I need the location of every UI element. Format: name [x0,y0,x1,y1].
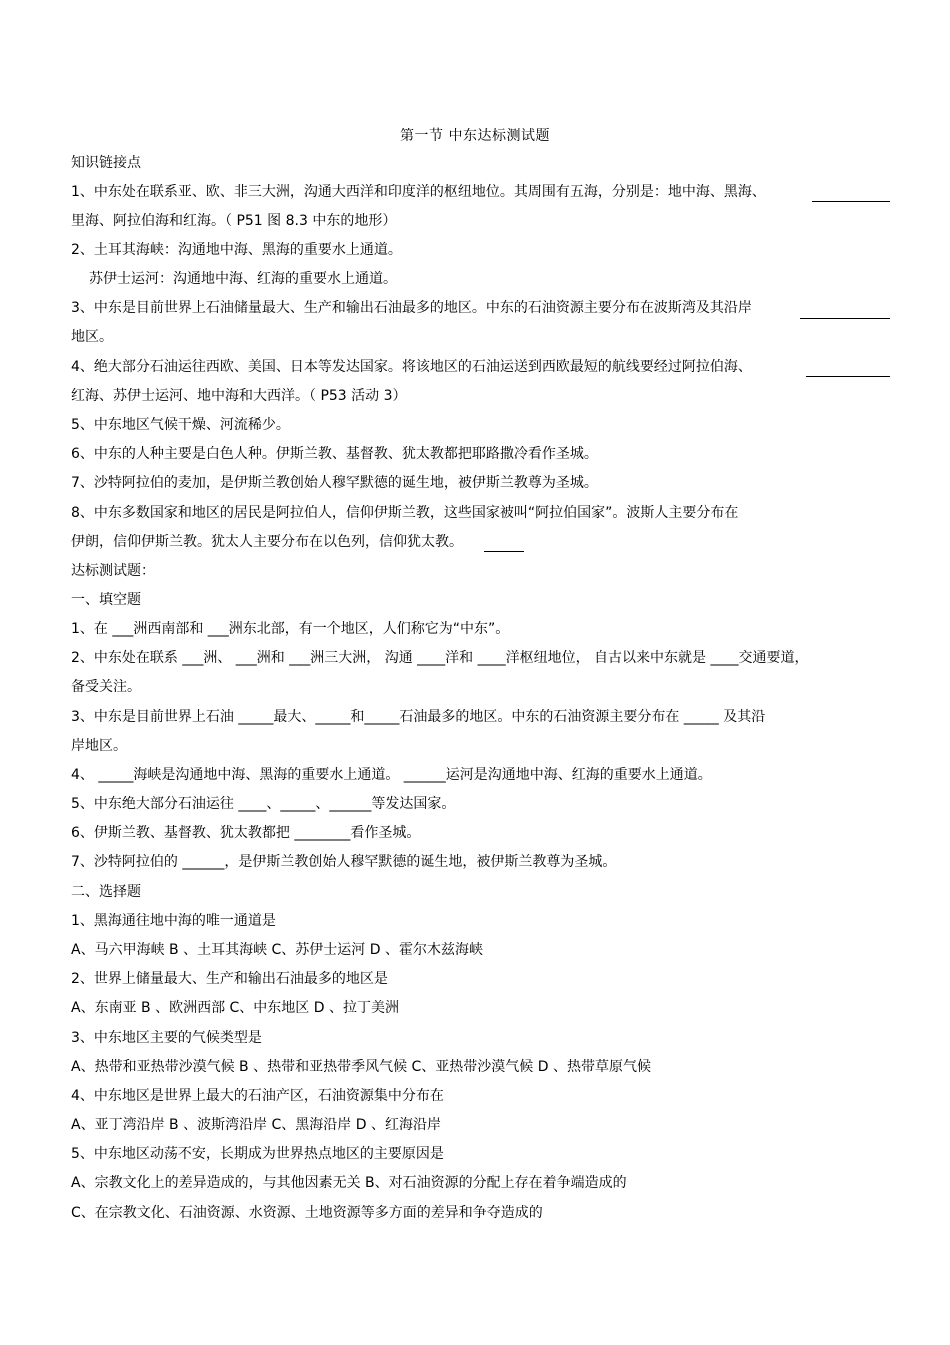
text-line: 知识链接点 [71,155,141,171]
text-line: 地区。 [71,329,113,345]
text-line: A、亚丁湾沿岸 B 、波斯湾沿岸 C、黑海沿岸 D 、红海沿岸 [71,1117,441,1133]
text-line: A、东南亚 B 、欧洲西部 C、中东地区 D 、拉丁美洲 [71,1000,399,1016]
text-line: 4、 _____海峡是沟通地中海、黑海的重要水上通道。 ______运河是沟通地中海、红海的重要水上通道。 [71,767,712,783]
text-line: 达标测试题： [71,563,155,579]
text-line: C、在宗教文化、石油资源、水资源、土地资源等多方面的差异和争夺造成的 [71,1205,543,1221]
text-line: 一、填空题 [71,592,141,608]
text-line: 3、中东是目前世界上石油 _____最大、_____和_____石油最多的地区。中东的石油资源主要分布在 _____ 及其沿 [71,709,766,725]
text-line: 7、沙特阿拉伯的麦加，是伊斯兰教创始人穆罕默德的诞生地，被伊斯兰教尊为圣城。 [71,475,598,491]
text-line: 3、中东是目前世界上石油储量最大、生产和输出石油最多的地区。中东的石油资源主要分布在波斯湾及其沿岸 [71,300,752,316]
text-line: 2、土耳其海峡：沟通地中海、黑海的重要水上通道。 [71,242,402,258]
text-line: 5、中东绝大部分石油运往 ____、_____、______等发达国家。 [71,796,456,812]
text-line: 4、绝大部分石油运往西欧、美国、日本等发达国家。将该地区的石油运送到西欧最短的航线要经过阿拉伯海、 [71,359,752,375]
text-line: 2、世界上储量最大、生产和输出石油最多的地区是 [71,971,388,987]
text-line: 苏伊士运河：沟通地中海、红海的重要水上通道。 [89,271,397,287]
text-line: 备受关注。 [71,679,141,695]
text-line: 5、中东地区动荡不安，长期成为世界热点地区的主要原因是 [71,1146,444,1162]
text-line: 6、伊斯兰教、基督教、犹太教都把 ________看作圣城。 [71,825,421,841]
text-line: 5、中东地区气候干燥、河流稀少。 [71,417,290,433]
text-line: 2、中东处在联系 ___洲、 ___洲和 ___洲三大洲， 沟通 ____洋和 ____洋枢纽地位， 自古以来中东就是 ____交通要道， [71,650,809,666]
fill-line [484,551,524,552]
text-line: A、宗教文化上的差异造成的，与其他因素无关 B、对石油资源的分配上存在着争端造成的 [71,1175,627,1191]
text-line: 里海、阿拉伯海和红海。（ P51 图 8.3 中东的地形） [71,213,397,229]
text-line: A、热带和亚热带沙漠气候 B 、热带和亚热带季风气候 C、亚热带沙漠气候 D 、热带草原气候 [71,1059,651,1075]
text-line: 1、在 ___洲西南部和 ___洲东北部，有一个地区，人们称它为“中东”。 [71,621,510,637]
fill-line [800,318,890,319]
text-line: 红海、苏伊士运河、地中海和大西洋。（ P53 活动 3） [71,388,407,404]
text-line: 岸地区。 [71,738,127,754]
text-line: 4、中东地区是世界上最大的石油产区，石油资源集中分布在 [71,1088,444,1104]
text-line: 伊朗，信仰伊斯兰教。犹太人主要分布在以色列，信仰犹太教。 [71,534,463,550]
fill-line [812,201,890,202]
text-line: 8、中东多数国家和地区的居民是阿拉伯人，信仰伊斯兰教，这些国家被叫“阿拉伯国家”。波斯人主要分布在 [71,505,739,521]
text-line: 1、黑海通往地中海的唯一通道是 [71,913,276,929]
text-line: 6、中东的人种主要是白色人种。伊斯兰教、基督教、犹太教都把耶路撒冷看作圣城。 [71,446,598,462]
text-line: A、马六甲海峡 B 、土耳其海峡 C、苏伊士运河 D 、霍尔木兹海峡 [71,942,483,958]
text-line: 7、沙特阿拉伯的 ______，是伊斯兰教创始人穆罕默德的诞生地，被伊斯兰教尊为圣城。 [71,854,617,870]
page-title: 第一节 中东达标测试题 [400,128,550,144]
fill-line [806,376,890,377]
text-line: 1、中东处在联系亚、欧、非三大洲，沟通大西洋和印度洋的枢纽地位。其周围有五海，分别是：地中海、黑海、 [71,184,766,200]
text-line: 二、选择题 [71,884,141,900]
text-line: 3、中东地区主要的气候类型是 [71,1030,262,1046]
